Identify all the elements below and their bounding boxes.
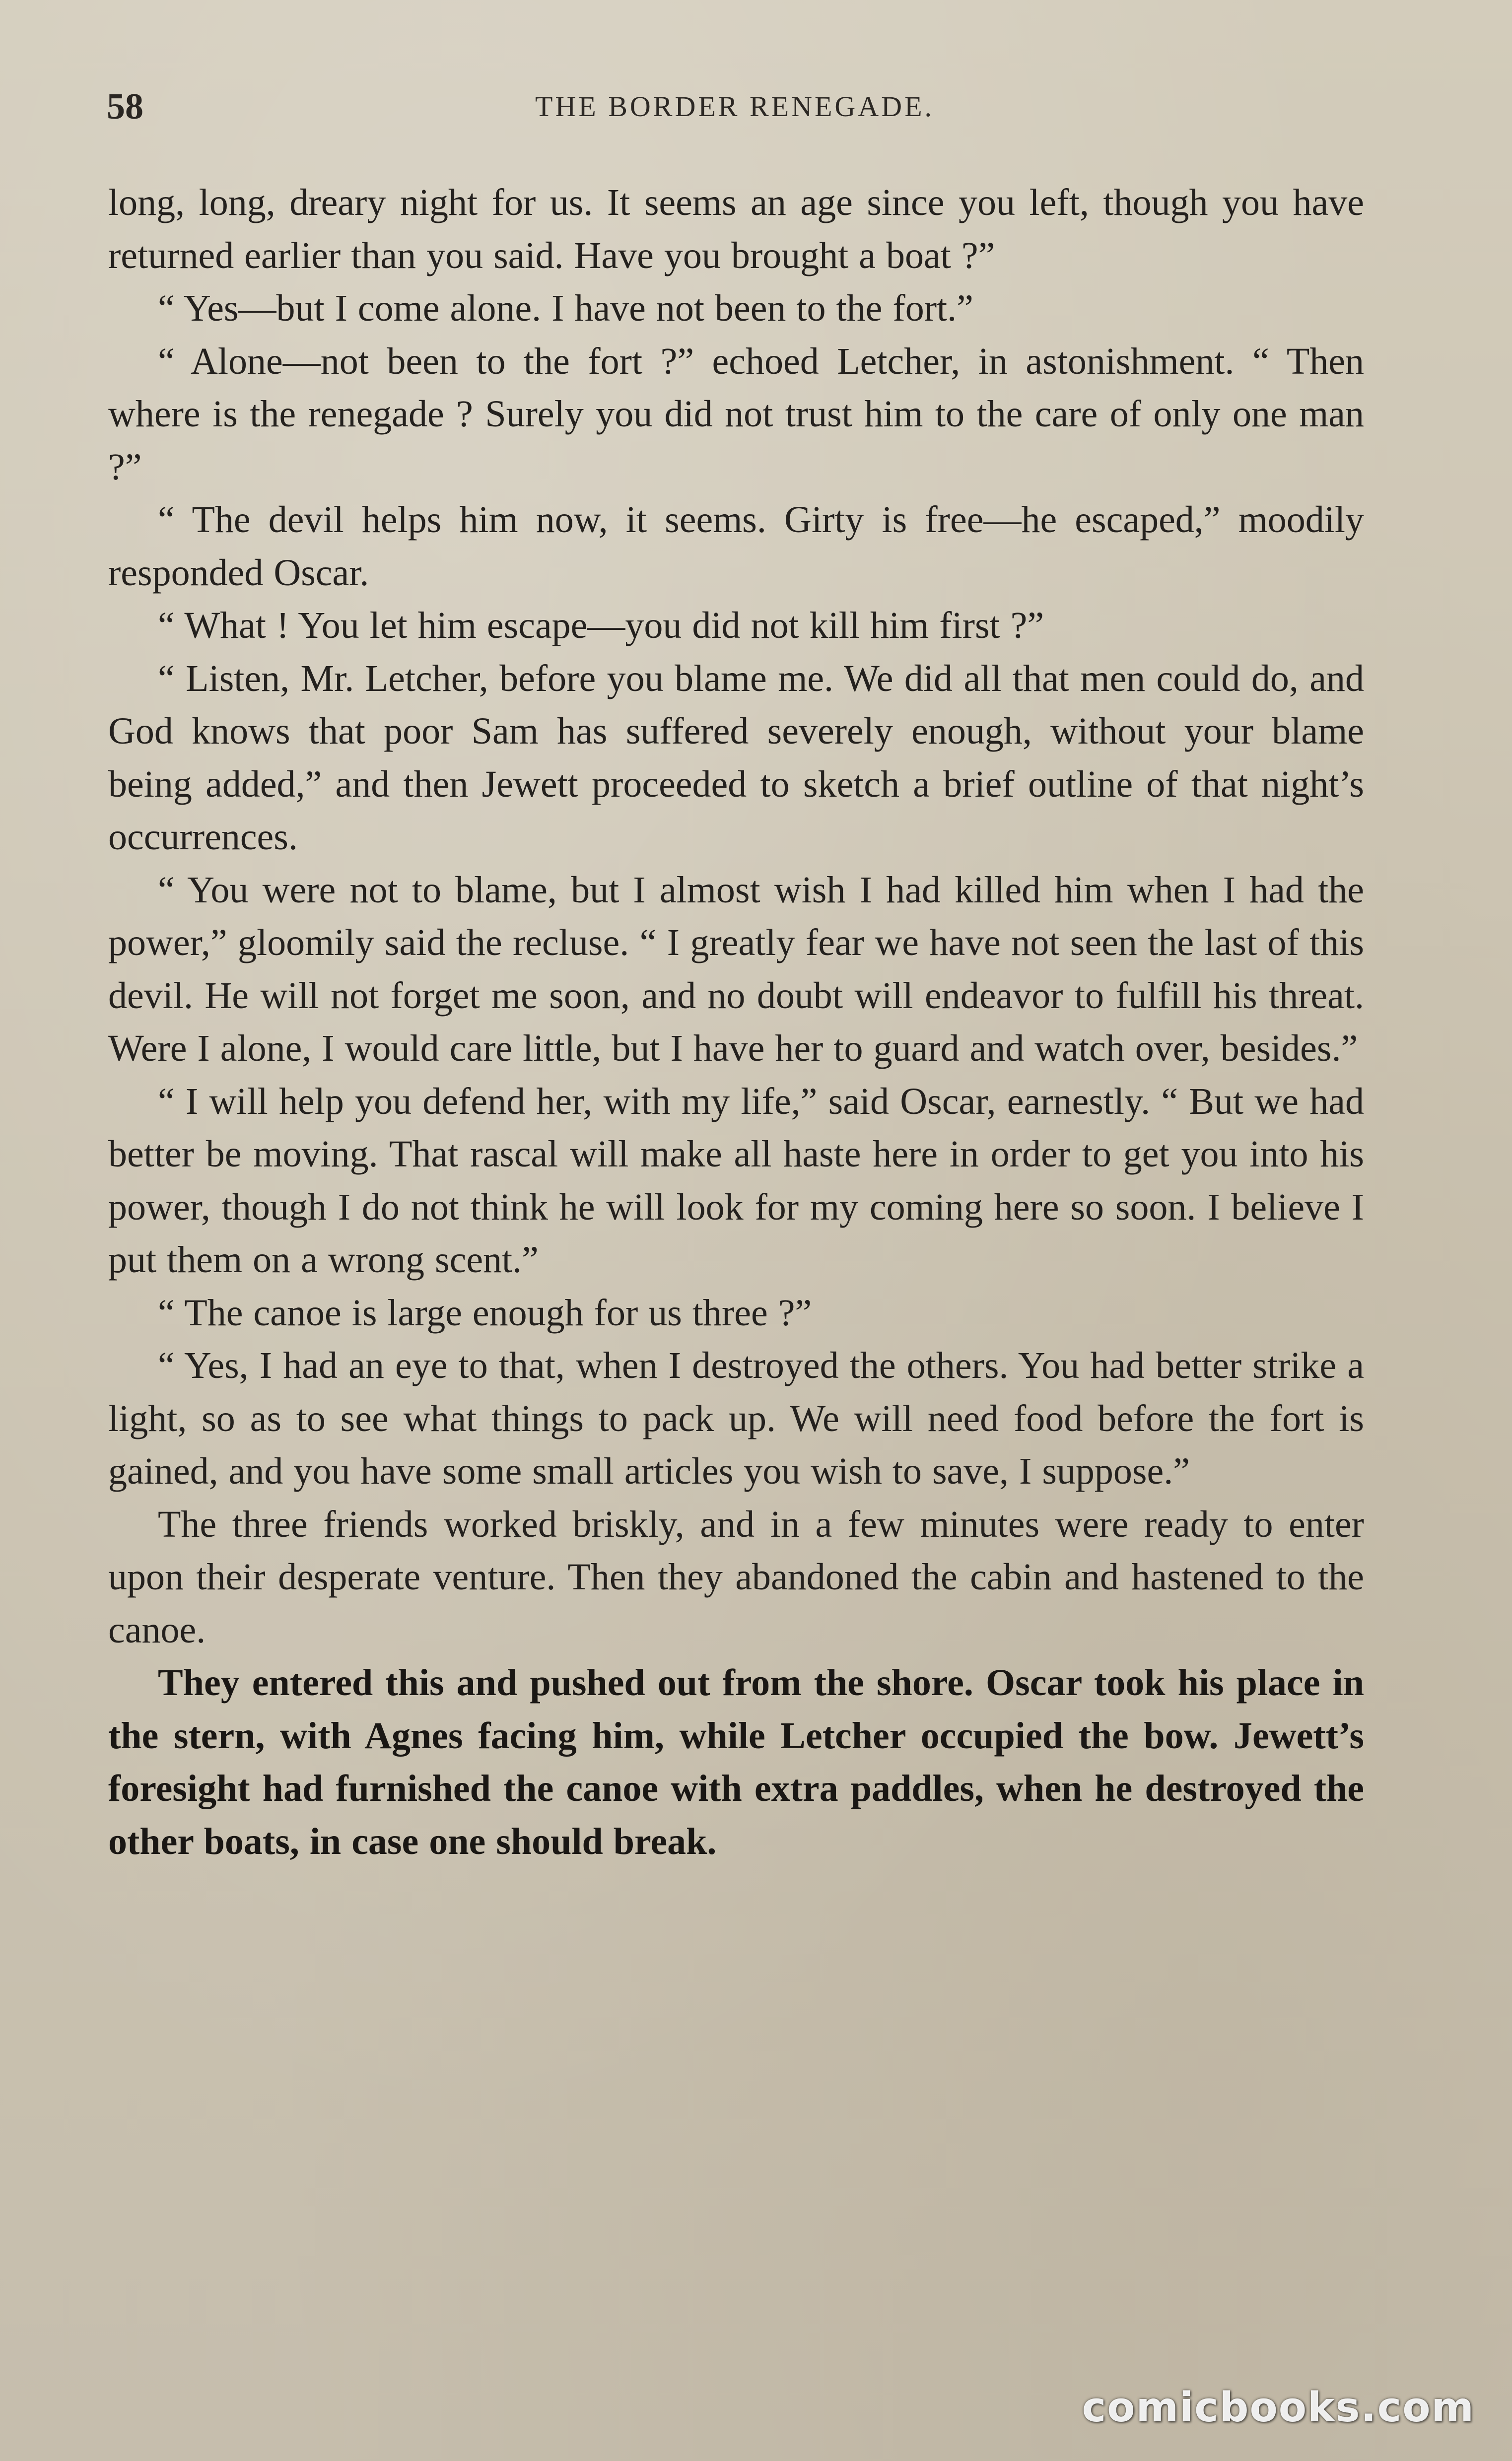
page-number: 58 [107,86,143,127]
paragraph: “ The devil helps him now, it seems. Girty is free—he escaped,” moodily responded Oscar. [108,499,1364,594]
body-text [108,176,1364,1868]
site-watermark: comicbooks.com [1082,2384,1475,2431]
paragraph: “ You were not to blame, but I almost wish I had killed him when I had the power,” gloomily said the recluse. “ I greatly fear we have not seen the last of this devil. He will not forget me soon, and no doubt will endeavor to fulfill his threat. Were I alone, I would care little, but I have her to guard and watch over, besides.” [108,869,1364,1069]
paragraph: “ The canoe is large enough for us three ?” [158,1292,812,1334]
paragraph: “ Alone—not been to the fort ?” echoed Letcher, in astonishment. “ Then where is the renegade ? Surely you did not trust him to the care of only one man ?” [108,340,1364,488]
paragraph: The three friends worked briskly, and in a few minutes were ready to enter upon their desperate venture. Then they abandoned the cabin and hastened to the canoe. [108,1503,1364,1651]
page-header [107,84,1363,129]
paragraph: “ Listen, Mr. Letcher, before you blame me. We did all that men could do, and God knows that poor Sam has suffered severely enough, without your blame being added,” and then Jewett proceeded to sketch a brief outline of that night’s occurrences. [108,657,1364,858]
running-head: THE BORDER RENEGADE. [535,90,934,123]
paragraph: They entered this and pushed out from the shore. Oscar took his place in the stern, with Agnes facing him, while Letcher occupied the bow. Jewett’s foresight had furnished the canoe with extra paddles, when he destroyed the other boats, in case one should break. [108,1662,1364,1862]
paragraph: “ What ! You let him escape—you did not kill him first ?” [158,605,1044,646]
paragraph: “ Yes, I had an eye to that, when I destroyed the others. You had better strike a light, so as to see what things to pack up. We will need food before the fort is gained, and you have some small articles you wish to save, I suppose.” [108,1345,1364,1492]
paragraph: long, long, dreary night for us. It seems an age since you left, though you have returned earlier than you said. Have you brought a boat ?” [108,182,1364,276]
paragraph: “ I will help you defend her, with my life,” said Oscar, earnestly. “ But we had better be moving. That rascal will make all haste here in order to get you into his power, though I do not think he will look for my coming here so soon. I believe I put them on a wrong scent.” [108,1080,1364,1281]
paragraph: “ Yes—but I come alone. I have not been to the fort.” [158,287,973,329]
